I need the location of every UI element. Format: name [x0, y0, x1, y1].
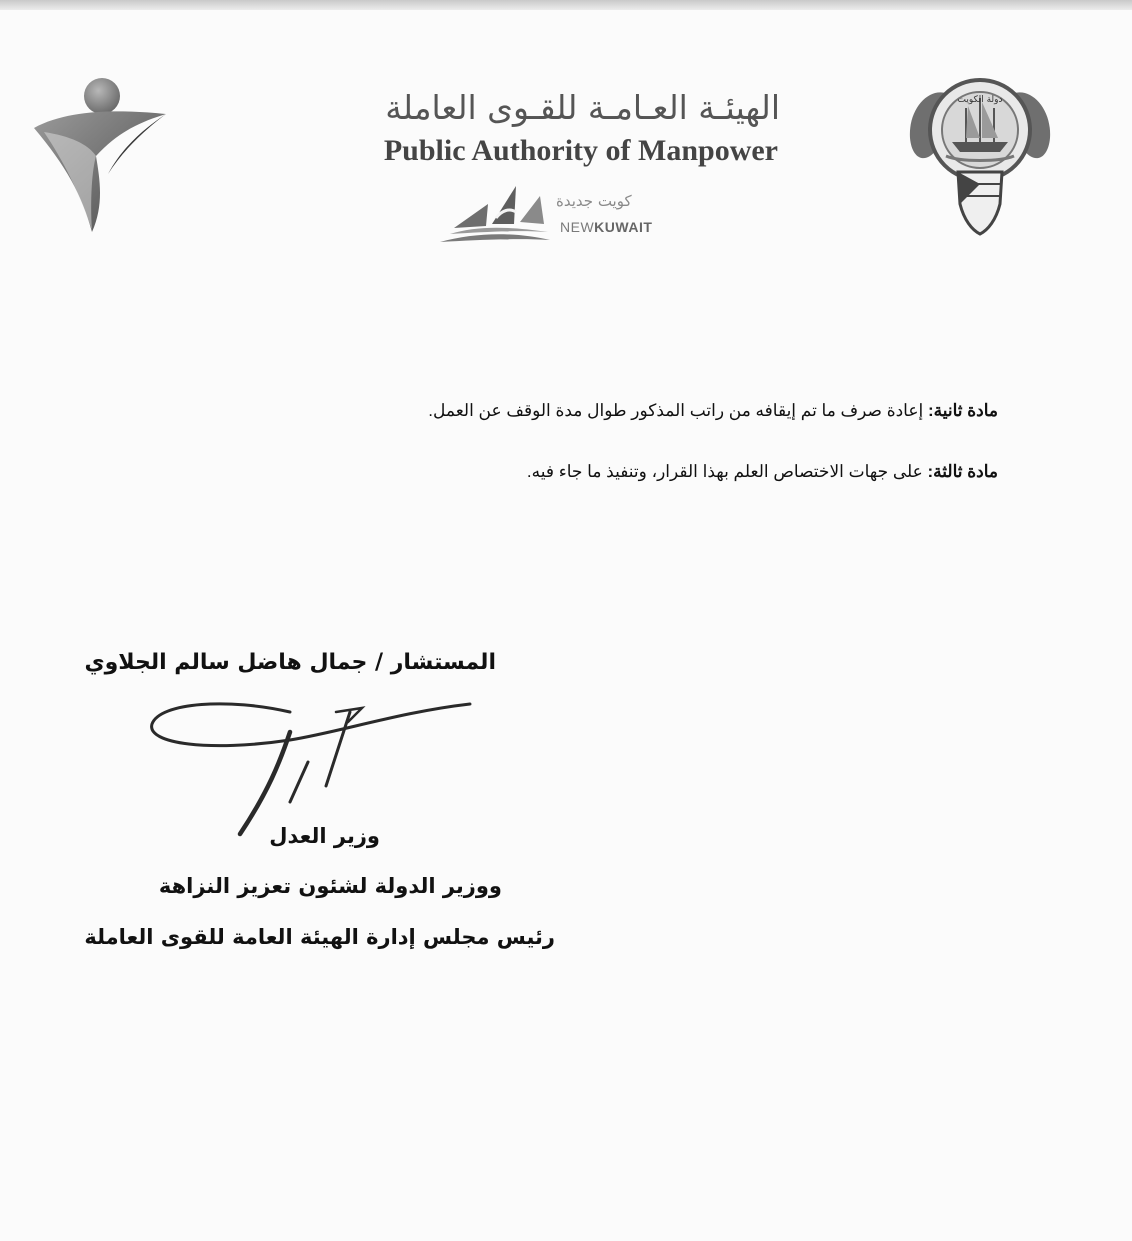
article-three-text: على جهات الاختصاص العلم بهذا القرار، وتنفيذ ما جاء فيه.	[526, 462, 928, 481]
window-top-strip	[0, 0, 1132, 10]
signatory-title-board-chairman: رئيس مجلس إدارة الهيئة العامة للقوى العاملة	[84, 925, 555, 949]
article-three-label: مادة ثالثة:	[927, 462, 998, 481]
signatory-name: المستشار / جمال هاضل سالم الجلاوي	[84, 650, 496, 675]
new-kuwait-arabic: كويت جديدة	[556, 192, 632, 210]
handwritten-signature	[140, 692, 480, 842]
organization-name-arabic: الهيئـة العـامـة للقـوى العاملة	[385, 88, 780, 127]
new-kuwait-prefix: NEW	[560, 219, 595, 235]
organization-name-english: Public Authority of Manpower	[383, 134, 778, 167]
kuwait-state-emblem-icon	[900, 68, 1060, 240]
signatory-title-minister-justice: وزير العدل	[269, 824, 380, 848]
article-two	[238, 401, 998, 421]
seal-caption: دولة الكويت	[957, 95, 1003, 105]
signatory-title-integrity-minister: ووزير الدولة لشئون تعزيز النزاهة	[158, 874, 502, 898]
article-two-text: إعادة صرف ما تم إيقافه من راتب المذكور طوال مدة الوقف عن العمل.	[428, 401, 928, 420]
new-kuwait-suffix: KUWAIT	[594, 219, 653, 235]
pam-figure-logo-icon	[30, 70, 170, 240]
new-kuwait-english	[560, 219, 652, 235]
article-two-label: مادة ثانية:	[927, 401, 998, 420]
new-kuwait-logo-icon	[436, 182, 554, 248]
article-three	[238, 462, 998, 482]
